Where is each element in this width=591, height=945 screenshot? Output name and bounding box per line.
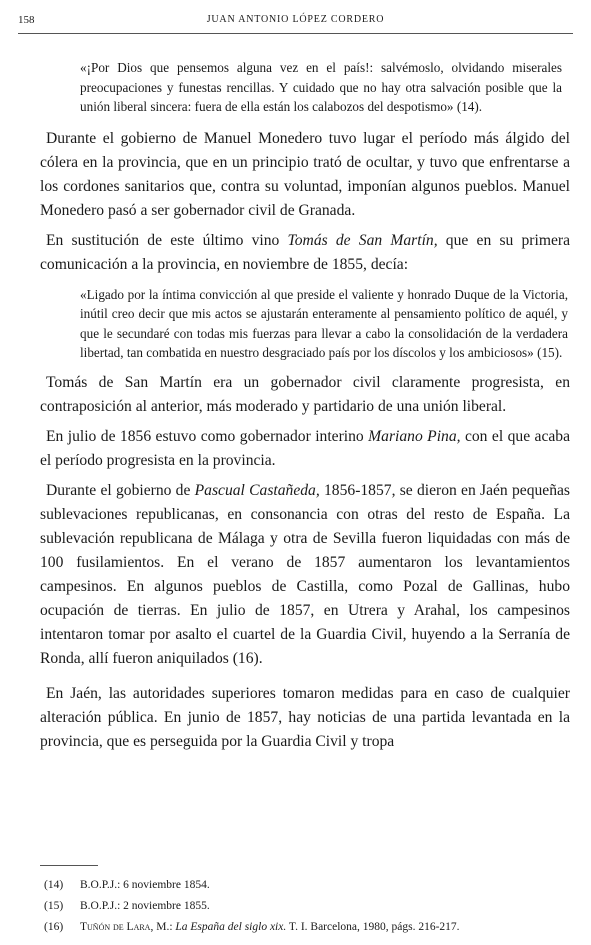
footnote-number: (15) [44,900,64,912]
footnote [44,875,584,896]
footnote-text: T. I. Barcelona, 1980, págs. 216-217. [286,921,460,933]
body-text [40,58,570,754]
paragraph: Durante el gobierno de Manuel Monedero tuvo lugar el período más álgido del cólera en la provincia, que en un principio trató de ocultar, y tuvo que enfrentarse a los cordones sanitarios que, contra su voluntad, imponían algunos pueblos. Manuel Monedero pasó a ser gobernador civil de Granada. [40,129,570,219]
paragraph: En julio de 1856 estuvo como gobernador interino Mariano Pina, con el que acaba el período progresista en la provincia. [40,427,571,469]
person-name: Pascual Castañeda, [194,481,320,499]
header-rule [18,33,573,34]
paragraph: En Jaén, las autoridades superiores tomaron medidas para en caso de cualquier alteración pública. En junio de 1857, hay noticias de una partida levantada en la provincia, que es perseguida por la Guardia Civil y tropa [40,684,570,750]
block-quote: «Ligado por la íntima convicción al que preside el valiente y honrado Duque de la Victoria, inútil creo decir que mis actos se ajustarán enteramente al pensamiento político de aquél, y que le secundaré con todas mis fuerzas para llevar a cabo la consolidación de la verdadera libertad, tan combatida en nuestro desgraciado país por los díscolos y los ambiciosos» (15). [80,286,568,360]
page-header [18,14,573,34]
footnote-text: B.O.P.J.: 2 noviembre 1855. [80,900,210,912]
footnote-author: Tuñón de Lara, M.: [80,921,173,933]
paragraph: En sustitución de este último vino Tomás de San Martín, que en su primera comunicación a la provincia, en noviembre de 1855, decía: [40,231,570,273]
page-number: 158 [18,14,35,26]
paragraph: Durante el gobierno de Pascual Castañeda, 1856-1857, se dieron en Jaén pequeñas sublevaciones republicanas, en consonancia con otras del resto de España. La sublevación republicana de Málaga y otra de Sevilla fueron liquidadas con más de 100 fusilamientos. En el verano de 1857 aumentaron los levantamientos campesinos. En algunos pueblos de Castilla, como Pozal de Gallinas, hubo ocupación de tierras. En julio de 1857, en Utrera y Arahal, los campesinos intentaron tomar por asalto el cuartel de la Guardia Civil, huyendo a la Serranía de Ronda, allí fueron aniquilados (16). [40,481,570,667]
footnote-text: B.O.P.J.: 6 noviembre 1854. [80,879,210,891]
block-quote: «¡Por Dios que pensemos alguna vez en el país!: salvémoslo, olvidando miserales preocupaciones y funestas rencillas. Y cuidado que no hay otra salvación posible que la unión liberal sincera: fuera de ella están los calabozos del despotismo» (14). [80,60,562,114]
running-head: JUAN ANTONIO LÓPEZ CORDERO [206,14,385,25]
footnote-title: La España del siglo xix. [175,921,287,933]
footnote-rule [40,865,98,866]
footnotes [44,875,584,938]
footnote [44,917,584,938]
footnote-number: (16) [44,921,64,933]
person-name: Tomás de San Martín, [287,231,438,249]
footnote-number: (14) [44,879,64,891]
person-name: Mariano Pina, [368,427,461,445]
footnote [44,896,584,917]
paragraph: Tomás de San Martín era un gobernador civil claramente progresista, en contraposición al anterior, más moderado y partidario de una unión liberal. [40,373,570,415]
